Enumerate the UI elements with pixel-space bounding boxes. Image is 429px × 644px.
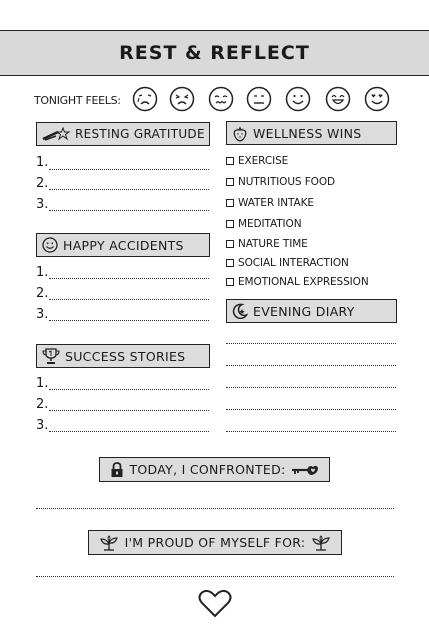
checkbox-label: EMOTIONAL EXPRESSION [238, 276, 369, 288]
heart-eyes-face-icon[interactable] [364, 86, 390, 112]
diary-line-5[interactable] [226, 431, 396, 432]
gratitude-line-2[interactable] [49, 189, 209, 190]
happy-accidents-title: HAPPY ACCIDENTS [63, 237, 184, 253]
crying-face-icon[interactable] [132, 86, 158, 112]
diary-line-2[interactable] [226, 365, 396, 366]
proud-line[interactable] [36, 576, 394, 577]
sad-face-icon[interactable] [169, 86, 195, 112]
smiley-icon [42, 237, 58, 253]
checkbox-nature-time[interactable] [226, 238, 308, 250]
confronted-header [99, 457, 330, 482]
success-number-3: 3. [36, 418, 49, 433]
checkbox-square[interactable] [226, 220, 234, 228]
diary-line-3[interactable] [226, 387, 396, 388]
success-line-2[interactable] [49, 410, 209, 411]
wellness-wins-title: WELLNESS WINS [253, 125, 362, 141]
accidents-number-1: 1. [36, 265, 49, 280]
sprout-icon [310, 535, 332, 551]
trophy-icon [42, 348, 60, 364]
wellness-wins-header [226, 121, 397, 145]
worried-face-icon[interactable] [208, 86, 234, 112]
checkbox-square[interactable] [226, 240, 234, 248]
checkbox-square[interactable] [226, 278, 234, 286]
accidents-number-2: 2. [36, 286, 49, 301]
checkbox-square[interactable] [226, 259, 234, 267]
success-number-1: 1. [36, 376, 49, 391]
confronted-line[interactable] [36, 508, 394, 509]
checkbox-exercise[interactable] [226, 155, 288, 167]
success-line-3[interactable] [49, 431, 209, 432]
resting-gratitude-header [36, 122, 210, 146]
title-bar [0, 30, 429, 76]
mood-label: TONIGHT FEELS: [34, 94, 121, 107]
gratitude-number-3: 3. [36, 197, 49, 212]
success-stories-header [36, 344, 210, 368]
diary-line-4[interactable] [226, 409, 396, 410]
evening-diary-header [226, 299, 397, 323]
lock-icon [110, 462, 124, 478]
checkbox-label: SOCIAL INTERACTION [238, 257, 349, 269]
checkbox-square[interactable] [226, 157, 234, 165]
diary-line-1[interactable] [226, 343, 396, 344]
gratitude-line-1[interactable] [49, 169, 209, 170]
checkbox-square[interactable] [226, 199, 234, 207]
gratitude-number-2: 2. [36, 176, 49, 191]
checkbox-water-intake[interactable] [226, 197, 314, 209]
proud-label: I'M PROUD OF MYSELF FOR: [124, 535, 306, 550]
resting-gratitude-title: RESTING GRATITUDE [75, 127, 205, 141]
accidents-line-1[interactable] [49, 278, 209, 279]
accidents-number-3: 3. [36, 307, 49, 322]
checkbox-label: NUTRITIOUS FOOD [238, 176, 335, 188]
success-stories-title: SUCCESS STORIES [65, 348, 186, 364]
checkbox-label: WATER INTAKE [238, 197, 314, 209]
page-title: REST & REFLECT [119, 42, 310, 64]
success-line-1[interactable] [49, 389, 209, 390]
key-icon [291, 463, 319, 477]
accidents-line-3[interactable] [49, 320, 209, 321]
heart-icon [198, 589, 232, 623]
happy-accidents-header [36, 233, 210, 257]
shooting-star-icon [42, 127, 70, 141]
gratitude-line-3[interactable] [49, 210, 209, 211]
confronted-label: TODAY, I CONFRONTED: [129, 462, 286, 477]
smile-face-icon[interactable] [285, 86, 311, 112]
sprout-icon [98, 535, 120, 551]
gratitude-number-1: 1. [36, 155, 49, 170]
proud-header [88, 530, 342, 555]
checkbox-nutritious-food[interactable] [226, 176, 335, 188]
checkbox-emotional-expression[interactable] [226, 276, 369, 288]
strawberry-icon [232, 125, 248, 142]
checkbox-label: NATURE TIME [238, 238, 308, 250]
evening-diary-title: EVENING DIARY [253, 303, 355, 319]
checkbox-social-interaction[interactable] [226, 257, 349, 269]
accidents-line-2[interactable] [49, 299, 209, 300]
neutral-face-icon[interactable] [246, 86, 272, 112]
success-number-2: 2. [36, 397, 49, 412]
moon-star-icon [232, 303, 248, 319]
checkbox-label: EXERCISE [238, 155, 289, 167]
grin-face-icon[interactable] [325, 86, 351, 112]
checkbox-meditation[interactable] [226, 218, 301, 230]
checkbox-square[interactable] [226, 178, 234, 186]
checkbox-label: MEDITATION [238, 218, 302, 230]
